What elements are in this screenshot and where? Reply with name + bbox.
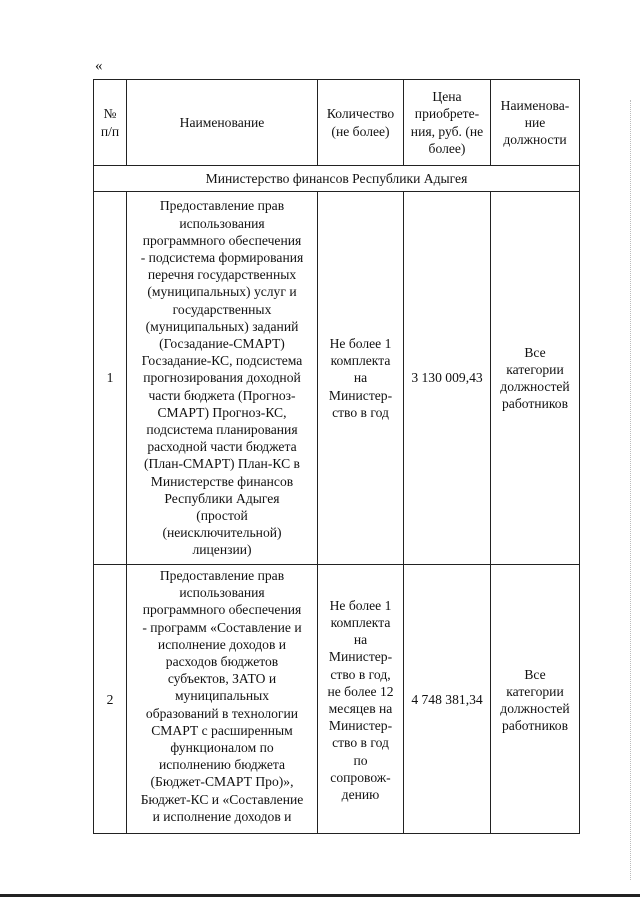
row-price: 4 748 381,34 [404,565,491,834]
header-price: Цена приобрете- ния, руб. (не более) [404,80,491,166]
header-positions: Наименова- ние должности [491,80,580,166]
row-price: 3 130 009,43 [404,192,491,565]
table-row [94,192,580,565]
header-quantity: Количество (не более) [318,80,404,166]
opening-quote: « [95,58,103,74]
table-header-row [94,80,580,166]
row-quantity: Не более 1 комплекта на Министер- ство в год, не более 12 месяцев на Министер- ство в год по сопровож- дению [318,565,404,834]
scan-edge [630,100,633,880]
row-positions: Все категории должностей работников [491,192,580,565]
page-bottom-edge [0,894,640,897]
header-number: № п/п [94,80,127,166]
row-number: 1 [94,192,127,565]
header-name: Наименование [127,80,318,166]
table-row [94,565,580,834]
section-row [94,166,580,192]
row-positions: Все категории должностей работников [491,565,580,834]
row-name: Предоставление прав использования программного обеспечения - программ «Составление и исполнение доходов и расходов бюджетов субъектов, ЗАТО и муниципальных образований в технологии СМАРТ с расширенным функционалом по исполнению бюджета (Бюджет-СМАРТ Про)», Бюджет-КС и «Составление и исполнение доходов и [127,565,318,834]
procurement-table [93,79,580,834]
row-name: Предоставление прав использования программного обеспечения - подсистема формирования перечня государственных (муниципальных) услуг и государственных (муниципальных) заданий (Госзадание-СМАРТ) Госзадание-КС, подсистема прогнозирования доходной части бюджета (Прогноз- СМАРТ) Прогноз-КС, подсистема планирования расходной части бюджета (План-СМАРТ) План-КС в Министерстве финансов Республики Адыгея (простой (неисключительной) лицензии) [127,192,318,565]
row-quantity: Не более 1 комплекта на Министер- ство в год [318,192,404,565]
section-title: Министерство финансов Республики Адыгея [94,166,580,192]
row-number: 2 [94,565,127,834]
